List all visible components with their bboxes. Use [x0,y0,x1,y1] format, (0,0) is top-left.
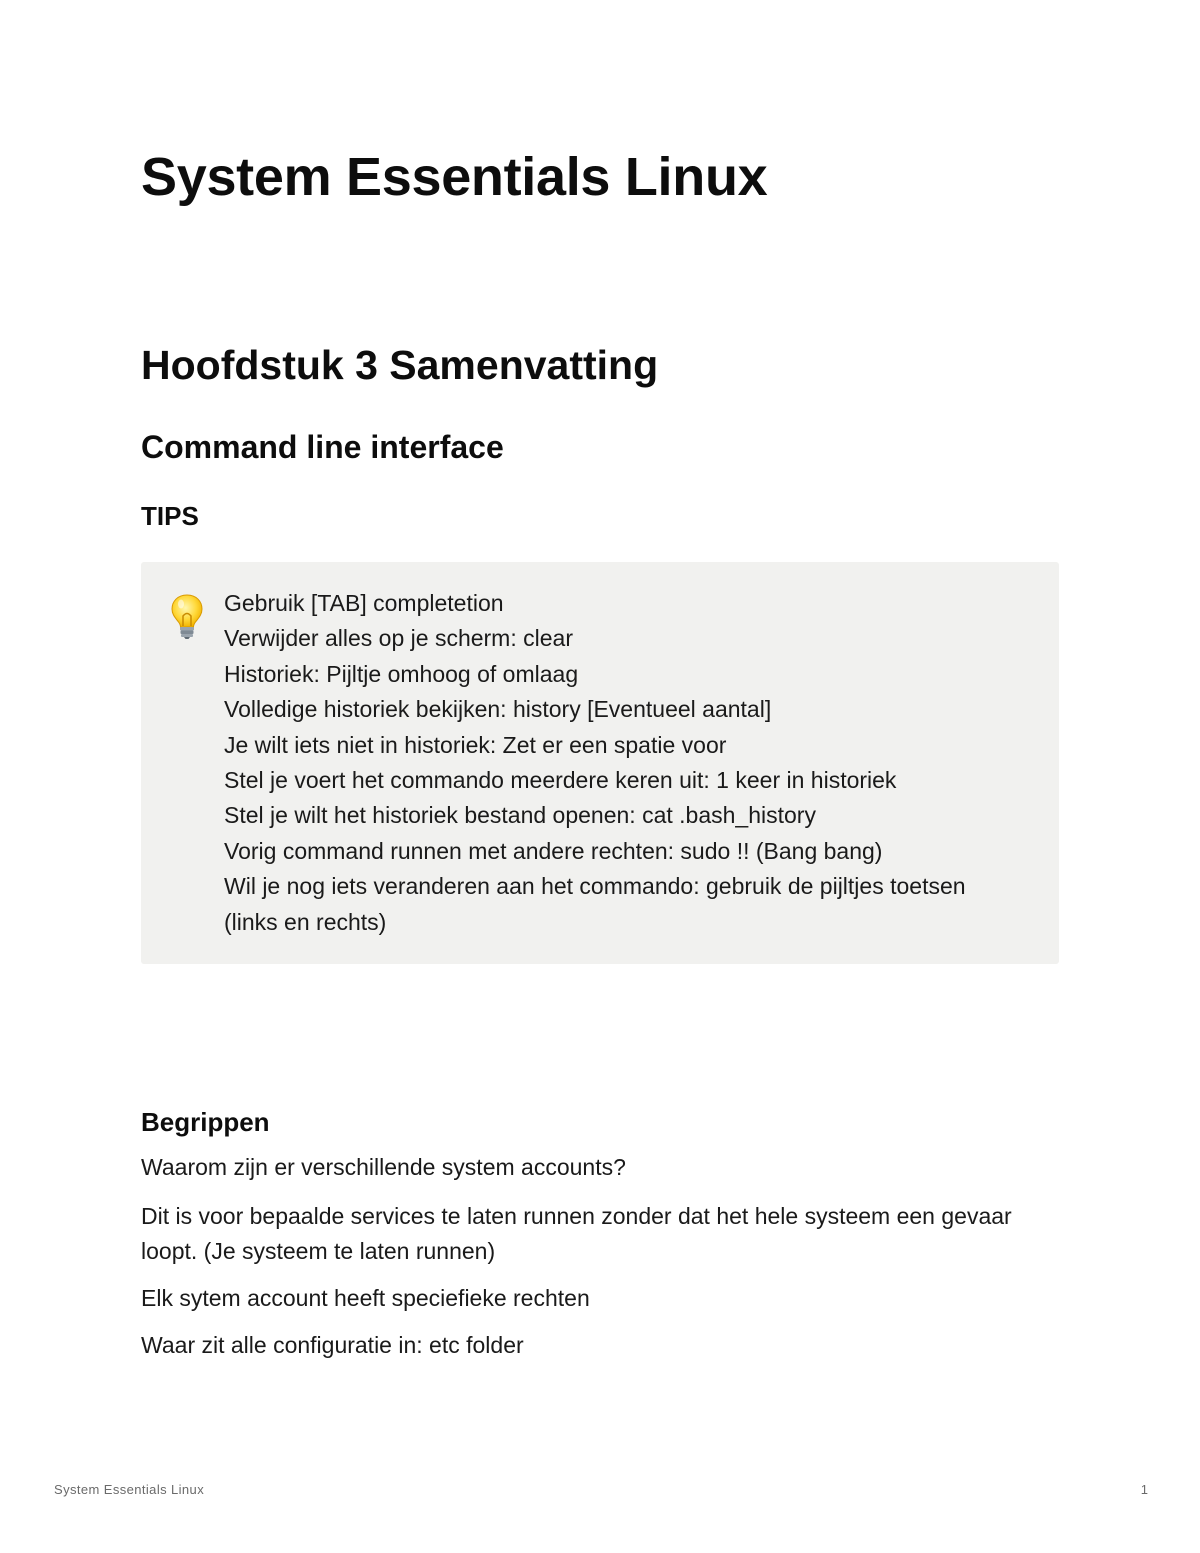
tip-line: Verwijder alles op je scherm: clear [224,625,573,652]
tip-line: Gebruik [TAB] completetion [224,590,504,616]
begrippen-paragraph: Elk sytem account heeft speciefieke rechten [141,1285,590,1311]
tip-line: (links en rechts) [224,908,387,935]
tip-line: Volledige historiek bekijken: history [Eventueel aantal] [224,696,772,723]
tip-line: Historiek: Pijltje omhoog of omlaag [224,660,579,687]
document-title: System Essentials Linux [141,147,768,207]
begrippen-paragraph: Dit is voor bepaalde services te laten runnen zonder dat het hele systeem een gevaar loopt. (Je systeem te laten runnen) [141,1203,1012,1264]
tip-line: Wil je nog iets veranderen aan het commando: gebruik de pijltjes toetsen [224,873,966,900]
lightbulb-icon [169,592,205,640]
page-number: 1 [1140,1482,1148,1497]
section-heading: Command line interface [141,429,504,465]
tips-callout [141,562,1059,964]
tip-line: Je wilt iets niet in historiek: Zet er een spatie voor [224,731,727,758]
tips-list [224,586,1024,940]
tip-line: Stel je voert het commando meerdere keren uit: 1 keer in historiek [224,767,897,794]
begrippen-heading: Begrippen [141,1107,270,1137]
chapter-heading: Hoofdstuk 3 Samenvatting [141,342,659,388]
tips-heading: TIPS [141,501,199,531]
footer-document-title: System Essentials Linux [54,1482,205,1497]
tip-line: Stel je wilt het historiek bestand openen: cat .bash_history [224,802,816,829]
begrippen-paragraph: Waar zit alle configuratie in: etc folder [141,1332,524,1358]
begrippen-paragraph: Waarom zijn er verschillende system accounts? [141,1154,626,1180]
tip-line: Vorig command runnen met andere rechten: sudo !! (Bang bang) [224,837,883,864]
